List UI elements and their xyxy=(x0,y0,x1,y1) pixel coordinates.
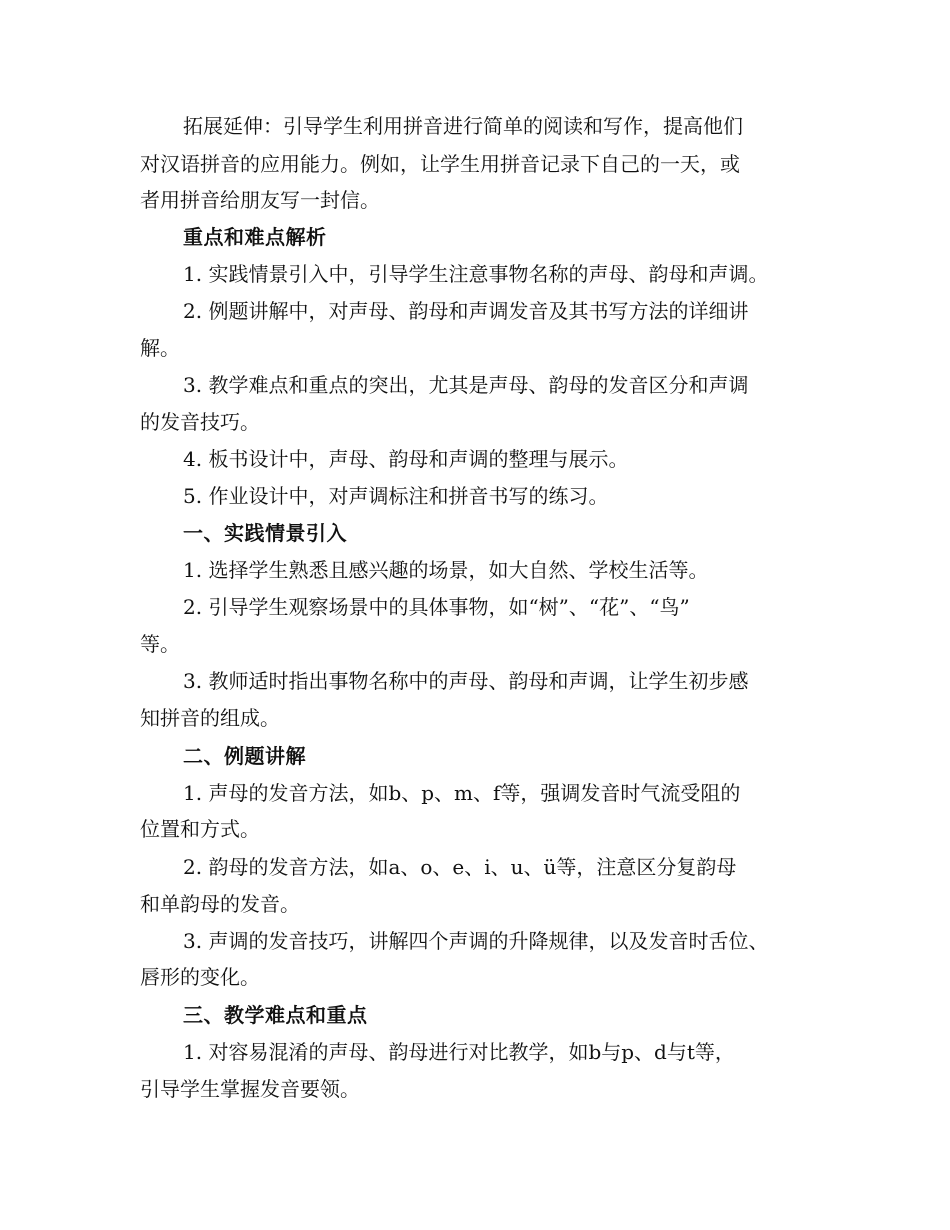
list-item-line: 5. 作业设计中，对声调标注和拼音书写的练习。 xyxy=(183,484,609,508)
list-item-line: 解。 xyxy=(140,336,180,360)
list-item-line: 1. 选择学生熟悉且感兴趣的场景，如大自然、学校生活等。 xyxy=(183,558,709,582)
list-item-line: 唇形的变化。 xyxy=(140,965,260,989)
paragraph-line: 拓展延伸：引导学生利用拼音进行简单的阅读和写作，提高他们 xyxy=(183,114,743,138)
section-heading: 一、实践情景引入 xyxy=(183,521,347,545)
list-item-line: 1. 声母的发音方法，如b、p、m、f等，强调发音时气流受阻的 xyxy=(183,781,741,805)
list-item-line: 的发音技巧。 xyxy=(140,410,260,434)
list-item-line: 2. 韵母的发音方法，如a、o、e、i、u、ü等，注意区分复韵母 xyxy=(183,855,737,879)
list-item-line: 4. 板书设计中，声母、韵母和声调的整理与展示。 xyxy=(183,447,629,471)
list-item-line: 3. 教师适时指出事物名称中的声母、韵母和声调，让学生初步感 xyxy=(183,669,749,693)
list-item-line: 知拼音的组成。 xyxy=(140,706,280,730)
list-item-line: 2. 引导学生观察场景中的具体事物，如“树”、“花”、“鸟” xyxy=(183,595,690,619)
section-heading: 二、例题讲解 xyxy=(183,744,306,768)
list-item-line: 引导学生掌握发音要领。 xyxy=(140,1077,360,1101)
list-item-line: 1. 对容易混淆的声母、韵母进行对比教学，如b与p、d与t等， xyxy=(183,1040,735,1064)
paragraph-line: 对汉语拼音的应用能力。例如，让学生用拼音记录下自己的一天，或 xyxy=(140,152,740,176)
section-heading: 重点和难点解析 xyxy=(183,225,327,249)
paragraph-line: 者用拼音给朋友写一封信。 xyxy=(140,188,380,212)
list-item-line: 等。 xyxy=(140,632,180,656)
list-item-line: 3. 声调的发音技巧，讲解四个声调的升降规律，以及发音时舌位、 xyxy=(183,929,769,953)
section-heading: 三、教学难点和重点 xyxy=(183,1003,368,1027)
list-item-line: 位置和方式。 xyxy=(140,817,260,841)
list-item-line: 1. 实践情景引入中，引导学生注意事物名称的声母、韵母和声调。 xyxy=(183,262,769,286)
list-item-line: 2. 例题讲解中，对声母、韵母和声调发音及其书写方法的详细讲 xyxy=(183,299,749,323)
list-item-line: 3. 教学难点和重点的突出，尤其是声母、韵母的发音区分和声调 xyxy=(183,373,749,397)
list-item-line: 和单韵母的发音。 xyxy=(140,892,300,916)
